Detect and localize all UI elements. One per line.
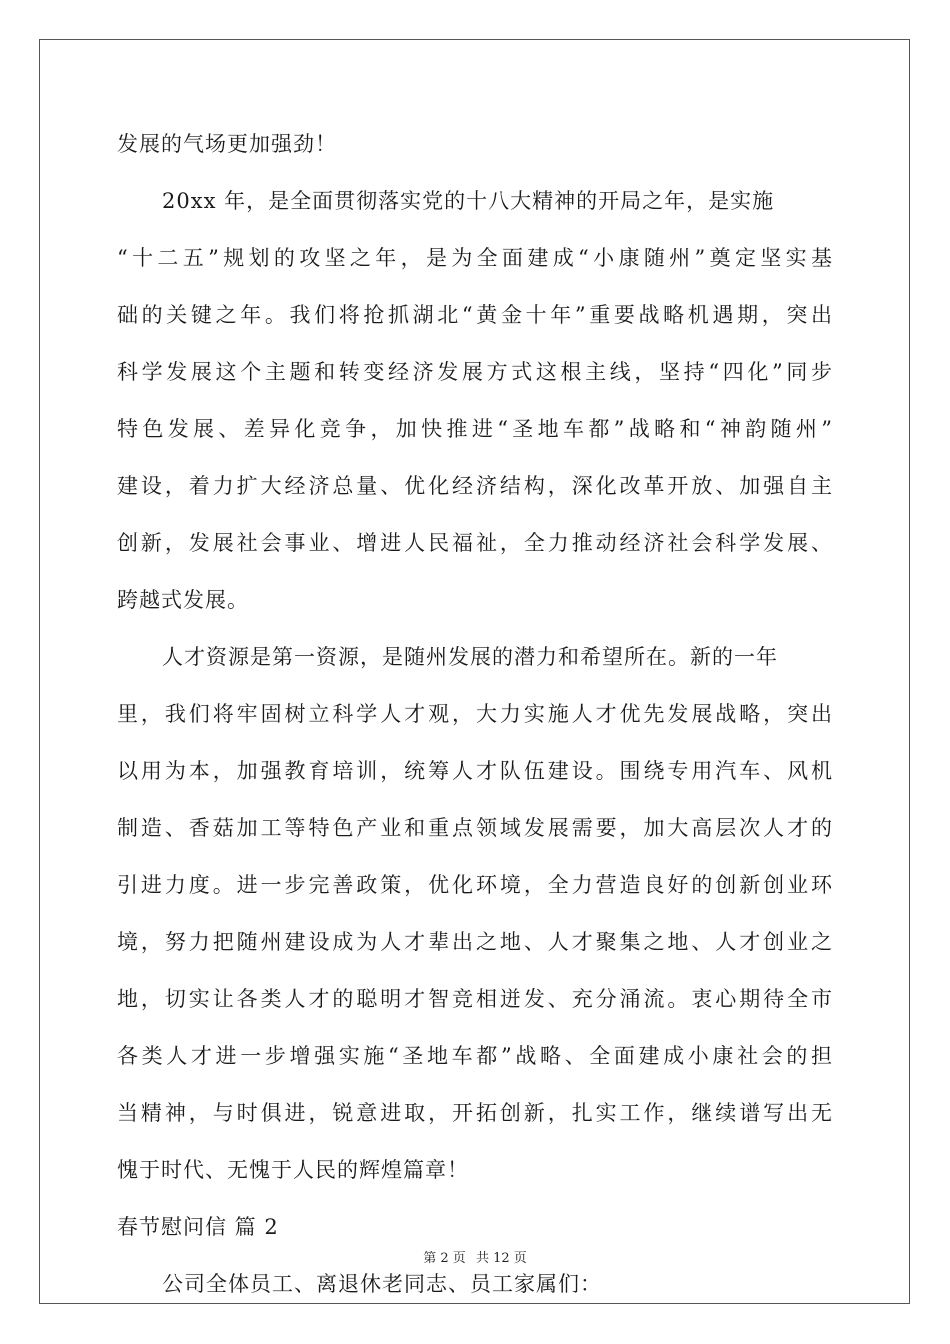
text-line: 科学发展这个主题和转变经济发展方式这根主线，坚持“四化”同步 xyxy=(117,360,833,384)
text-line: 特色发展、差异化竞争，加快推进“圣地车都”战略和“神韵随州” xyxy=(117,417,833,441)
text-line: 20xx 年，是全面贯彻落实党的十八大精神的开局之年，是实施 xyxy=(162,189,775,213)
section-heading: 春节慰问信 篇 2 xyxy=(117,1215,279,1239)
text-line: 境，努力把随州建设成为人才辈出之地、人才聚集之地、人才创业之 xyxy=(117,930,833,954)
text-line: 跨越式发展。 xyxy=(117,588,249,612)
text-line: 各类人才进一步增强实施“圣地车都”战略、全面建成小康社会的担 xyxy=(117,1044,833,1068)
text-line: “十二五”规划的攻坚之年，是为全面建成“小康随州”奠定坚实基 xyxy=(117,246,833,270)
text-line: 创新，发展社会事业、增进人民福祉，全力推动经济社会科学发展、 xyxy=(117,531,833,555)
text-line: 以用为本，加强教育培训，统筹人才队伍建设。围绕专用汽车、风机 xyxy=(117,759,833,783)
text-line: 引进力度。进一步完善政策，优化环境，全力营造良好的创新创业环 xyxy=(117,873,833,897)
text-line: 建设，着力扩大经济总量、优化经济结构，深化改革开放、加强自主 xyxy=(117,474,833,498)
page-number-current: 第 2 页 xyxy=(423,1251,466,1266)
text-line: 发展的气场更加强劲！ xyxy=(117,132,337,156)
document-body xyxy=(117,116,833,1313)
text-line: 制造、香菇加工等特色产业和重点领域发展需要，加大高层次人才的 xyxy=(117,816,833,840)
page-number-total: 共 12 页 xyxy=(475,1251,527,1266)
text-line: 地，切实让各类人才的聪明才智竞相迸发、充分涌流。衷心期待全市 xyxy=(117,987,833,1011)
text-line: 里，我们将牢固树立科学人才观，大力实施人才优先发展战略，突出 xyxy=(117,702,833,726)
text-line: 础的关键之年。我们将抢抓湖北“黄金十年”重要战略机遇期，突出 xyxy=(117,303,833,327)
text-line: 愧于时代、无愧于人民的辉煌篇章！ xyxy=(117,1158,469,1182)
text-line: 人才资源是第一资源，是随州发展的潜力和希望所在。新的一年 xyxy=(162,645,778,669)
salutation-line: 公司全体员工、离退休老同志、员工家属们： xyxy=(162,1272,602,1296)
text-line: 当精神，与时俱进，锐意进取，开拓创新，扎实工作，继续谱写出无 xyxy=(117,1101,833,1125)
page-footer xyxy=(0,1247,950,1266)
